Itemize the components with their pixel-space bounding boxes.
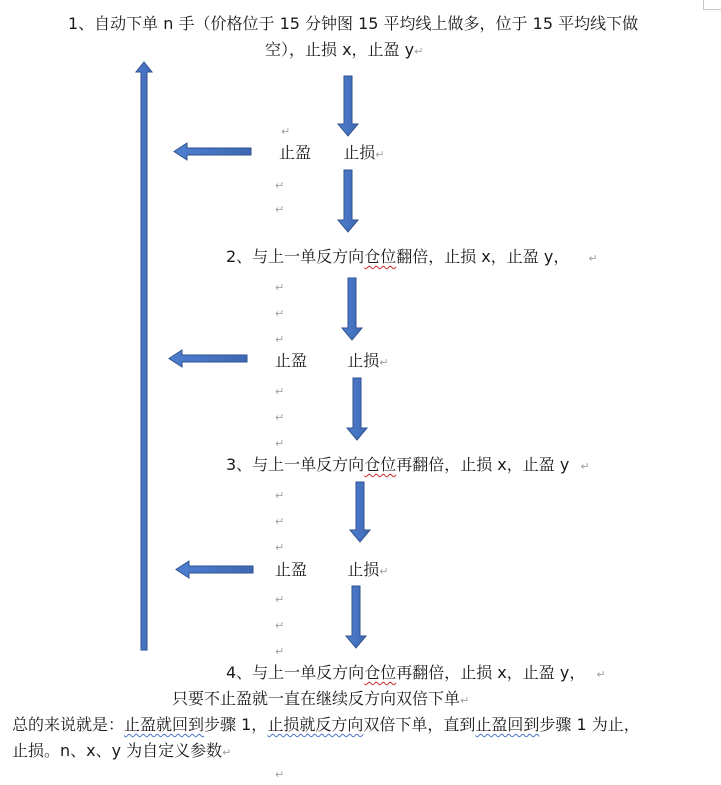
paragraph-mark: ↵: [275, 281, 285, 294]
paragraph-mark: ↵: [275, 489, 285, 502]
step3-text: [226, 455, 590, 477]
summary-line2-text: 止损。n、x、y 为自定义参数: [12, 741, 223, 760]
summary-part-a: 总的来说就是：: [12, 715, 125, 734]
take-profit-label: 止盈: [275, 560, 308, 579]
paragraph-mark: ↵: [414, 45, 424, 58]
summary-part-d: 止损就反方向: [267, 715, 364, 734]
left-arrow-2: [169, 350, 247, 367]
paragraph-mark: ↵: [275, 385, 285, 398]
paragraph-mark: ↵: [281, 125, 291, 138]
paragraph-mark: ↵: [275, 179, 285, 192]
stop-loss-label: 止损: [347, 351, 380, 370]
step2-part-b: 仓位: [364, 247, 397, 266]
paragraph-mark: ↵: [580, 460, 590, 473]
paragraph-mark: ↵: [275, 203, 285, 216]
summary-part-g: 步骤 1 为止，: [539, 715, 640, 734]
step4-text: [226, 663, 606, 685]
paragraph-mark: ↵: [275, 307, 285, 320]
left-arrow-1: [174, 143, 251, 160]
paragraph-mark: ↵: [275, 411, 285, 424]
left-arrow-3: [176, 561, 253, 578]
paragraph-mark: ↵: [275, 515, 285, 528]
step1-text-line1: 1、自动下单 n 手（价格位于 15 分钟图 15 平均线上做多，位于 15 平均线下做: [68, 14, 639, 33]
paragraph-mark: ↵: [588, 252, 598, 265]
step1-line2-label: 空），止损 x，止盈 y: [265, 40, 415, 59]
paragraph-mark: ↵: [275, 437, 285, 450]
step3-part-a: 3、与上一单反方向: [226, 455, 365, 474]
branch-row-2: [275, 351, 388, 373]
step2-part-a: 2、与上一单反方向: [226, 247, 365, 266]
branch-row-3: [275, 560, 388, 582]
step2-part-c: 翻倍，止损 x，止盈 y，: [396, 247, 570, 266]
paragraph-mark: ↵: [379, 356, 389, 369]
down-arrow-5: [350, 482, 370, 542]
paragraph-mark: ↵: [275, 541, 285, 554]
paragraph-mark: ↵: [275, 333, 285, 346]
summary-part-c: 步骤 1，: [204, 715, 268, 734]
summary-line-2: [12, 741, 231, 763]
stop-loss-label: 止损: [347, 560, 380, 579]
paragraph-mark: ↵: [375, 148, 385, 161]
paragraph-mark: ↵: [275, 645, 285, 658]
step1-text-line2: [265, 40, 423, 62]
take-profit-label: 止盈: [279, 143, 312, 162]
take-profit-label: 止盈: [275, 351, 308, 370]
paragraph-mark: ↵: [275, 768, 285, 781]
paragraph-mark: ↵: [275, 619, 285, 632]
step2-text: [226, 247, 598, 269]
branch-row-1: [279, 143, 384, 165]
down-arrow-2: [338, 170, 358, 232]
paragraph-mark: ↵: [460, 694, 470, 707]
return-up-arrow: [136, 62, 152, 650]
stop-loss-label: 止损: [343, 143, 376, 162]
paragraph-mark: ↵: [275, 593, 285, 606]
down-arrow-3: [342, 278, 362, 340]
continue-note-text: 只要不止盈就一直在继续反方向双倍下单: [172, 689, 461, 708]
summary-part-e: 双倍下单，直到: [363, 715, 476, 734]
down-arrow-4: [347, 378, 367, 440]
step4-part-b: 仓位: [364, 663, 397, 682]
summary-line-1: [12, 715, 640, 735]
summary-part-b: 止盈就回到: [124, 715, 205, 734]
step3-part-b: 仓位: [364, 455, 397, 474]
down-arrow-6: [346, 586, 366, 648]
step3-part-c: 再翻倍，止损 x，止盈 y: [396, 455, 570, 474]
step4-part-a: 4、与上一单反方向: [226, 663, 365, 682]
paragraph-mark: ↵: [379, 565, 389, 578]
summary-part-f: 止盈回到: [475, 715, 540, 734]
down-arrow-1: [338, 76, 358, 136]
paragraph-mark: ↵: [222, 746, 232, 759]
paragraph-mark: ↵: [596, 668, 606, 681]
step4-part-c: 再翻倍，止损 x，止盈 y，: [396, 663, 586, 682]
continue-note: [172, 689, 469, 711]
